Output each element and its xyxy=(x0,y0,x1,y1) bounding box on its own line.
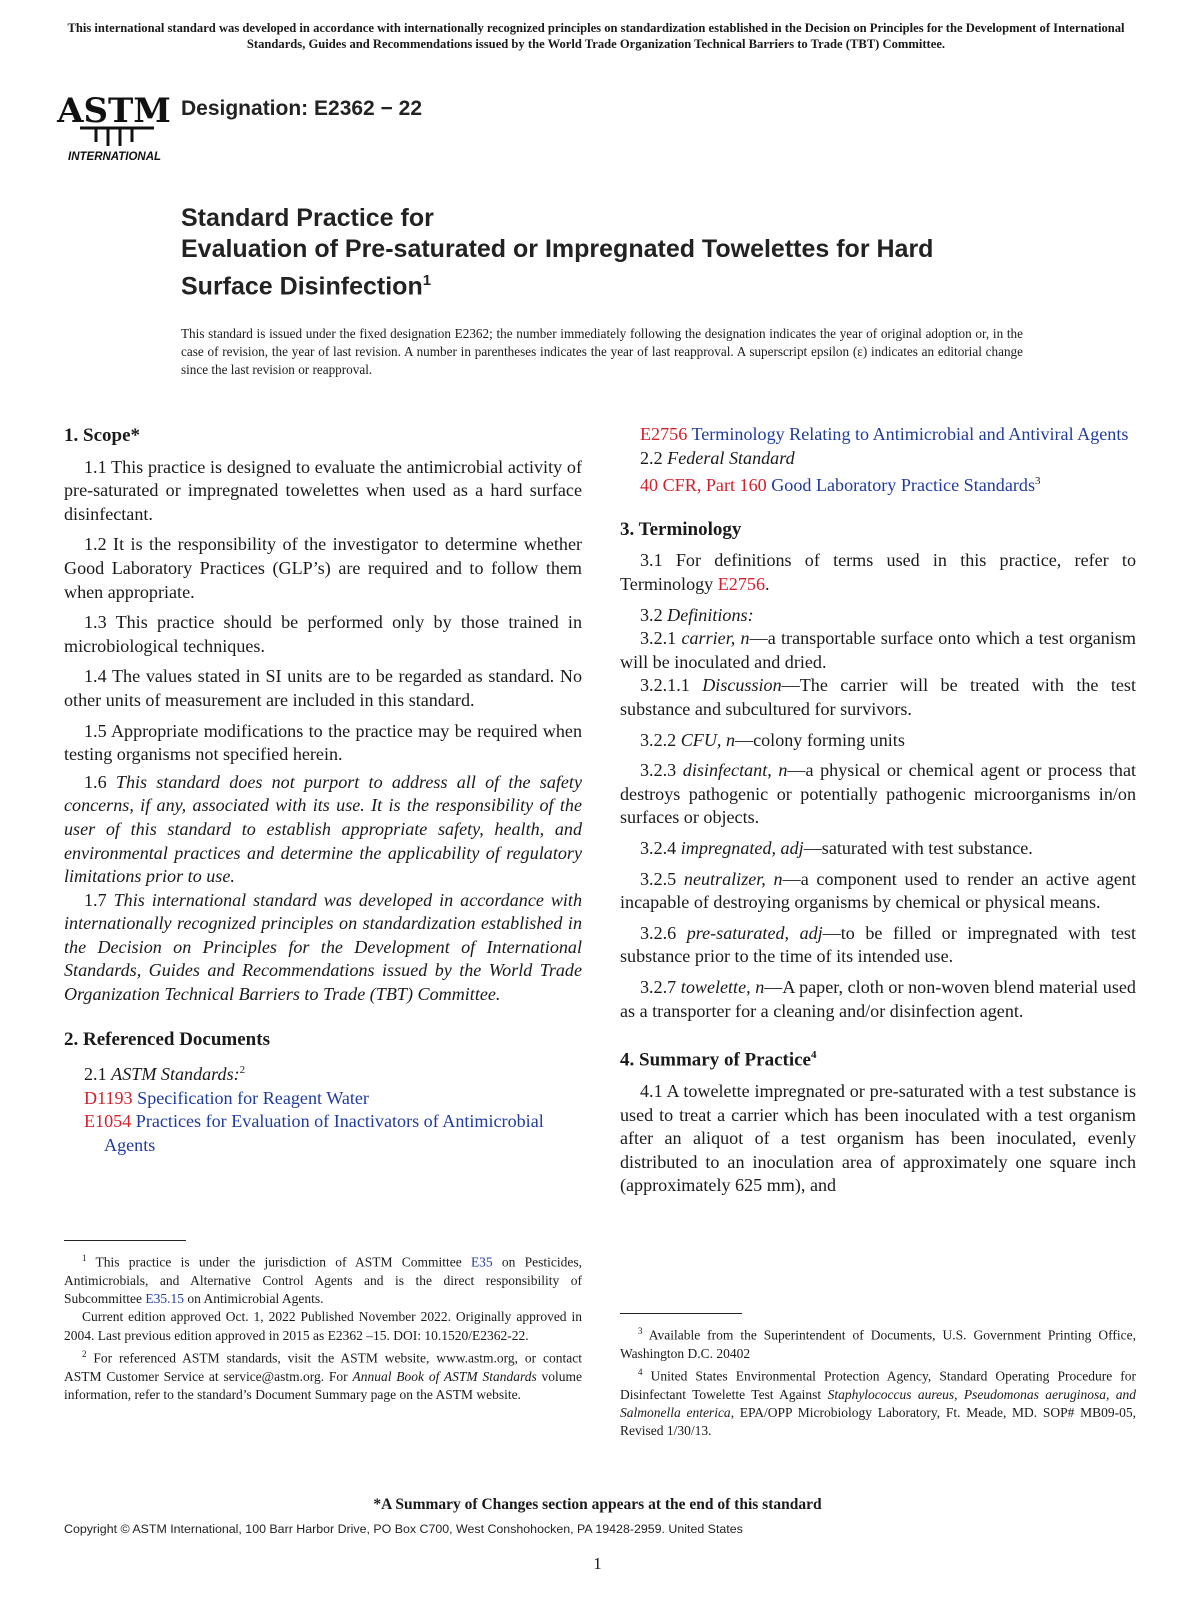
def-3-2-3-term: disinfectant, n xyxy=(682,760,788,781)
astm-logo xyxy=(57,70,171,163)
def-3-2-4 xyxy=(620,837,1136,861)
footnote-1 xyxy=(64,1249,582,1308)
title-footnote-mark: 1 xyxy=(422,272,432,289)
summary-practice-heading-text: 4. Summary of Practice xyxy=(620,1049,811,1071)
right-column xyxy=(620,423,1136,1198)
def-3-2-1-1-text: —The carrier will be treated with the test substance and subcultured for survivors. xyxy=(620,675,1136,719)
def-3-2-4-number: 3.2.4 xyxy=(640,837,677,858)
summary-practice-sup: 4 xyxy=(811,1049,817,1062)
footnote-4-text-a: United States Environmental Protection Agency, Standard Operating Procedure for Disinfectant Towelette Test Against xyxy=(620,1368,1136,1402)
def-3-2-1-1-number: 3.2.1.1 xyxy=(640,675,690,696)
title-line-1: Standard Practice for xyxy=(181,204,434,232)
para-3-1-end: . xyxy=(765,574,770,594)
para-3-1-ref[interactable]: E2756 xyxy=(717,574,765,594)
footnote-1-link-e3515[interactable]: E35.15 xyxy=(145,1291,184,1307)
def-3-2-2-text: —colony forming units xyxy=(735,729,905,750)
ref-e1054[interactable] xyxy=(64,1110,582,1157)
logo-caption: INTERNATIONAL xyxy=(68,151,162,163)
footnote-2-italic: Annual Book of ASTM Standards xyxy=(352,1368,537,1384)
footnote-1-text-a: This practice is under the jurisdiction of ASTM Committee xyxy=(95,1254,462,1270)
para-1-7-number: 1.7 xyxy=(84,889,107,910)
def-3-2-2 xyxy=(620,729,1136,753)
footnote-3-text: Available from the Superintendent of Documents, U.S. Government Printing Office, Washington D.C. 20402 xyxy=(620,1327,1136,1361)
para-1-6 xyxy=(64,771,582,889)
footnotes-right xyxy=(620,1322,1136,1441)
def-3-2-5-text: —a component used to render an active agent incapable of destroying organisms by chemical or physical means. xyxy=(620,868,1136,913)
para-2-2 xyxy=(620,447,1136,471)
def-3-2-1-1 xyxy=(620,674,1136,721)
def-3-2-6 xyxy=(620,922,1136,969)
para-1-5: 1.5 Appropriate modifications to the practice may be required when testing organisms not specified herein. xyxy=(64,720,582,765)
def-3-2-4-term: impregnated, adj xyxy=(680,837,804,858)
designation: Designation: E2362 − 22 xyxy=(181,97,423,120)
left-column xyxy=(64,424,582,1158)
def-3-2-1-text: —a transportable surface onto which a test organism will be inoculated and dried. xyxy=(620,628,1136,672)
footnote-4 xyxy=(620,1363,1136,1441)
copyright: Copyright © ASTM International, 100 Barr Harbor Drive, PO Box C700, West Conshohocken, PA 19428-2959. United States xyxy=(64,1522,743,1536)
para-2-1-sup: 2 xyxy=(239,1064,246,1077)
footnote-4-mark: 4 xyxy=(638,1367,643,1378)
ref-40cfr-code[interactable]: 40 CFR, Part 160 xyxy=(640,475,767,496)
def-3-2-6-text: —to be filled or impregnated with test substance prior to the time of its intended use. xyxy=(620,922,1136,967)
para-1-7 xyxy=(64,889,582,1007)
ref-e2756-code[interactable]: E2756 xyxy=(640,424,688,444)
referenced-heading: 2. Referenced Documents xyxy=(64,1028,270,1050)
para-2-2-label: Federal Standard xyxy=(667,447,795,468)
footnote-1-text-c: on Antimicrobial Agents. xyxy=(187,1291,324,1307)
para-4-1: 4.1 A towelette impregnated or pre-saturated with a test substance is used to treat a carrier which has been inoculated with a test organism after an aliquot of a test organism has been inoculated, evenly distributed to an inoculation area of approximately one square inch (approximately 625 mm), and xyxy=(620,1081,1136,1196)
def-3-2-7-number: 3.2.7 xyxy=(640,976,677,997)
def-3-2-3-text: —a physical or chemical agent or process that destroys pathogenic or potentially pathogenic microorganisms in/on surfaces or objects. xyxy=(620,760,1136,828)
footnote-2-text-a: For referenced ASTM standards, visit the ASTM website, www.astm.org, or contact ASTM Customer Service at service@astm.org. For xyxy=(64,1350,582,1384)
def-3-2-7 xyxy=(620,976,1136,1023)
ref-d1193-title[interactable]: Specification for Reagent Water xyxy=(137,1087,369,1108)
def-3-2-4-text: —saturated with test substance. xyxy=(803,837,1033,858)
summary-practice-heading xyxy=(620,1044,1136,1072)
footnote-2-text-b: volume information, refer to the standard’s Document Summary page on the ASTM website. xyxy=(64,1368,583,1403)
para-3-2 xyxy=(620,604,1136,628)
footnote-3-mark: 3 xyxy=(638,1326,643,1336)
logo-letters: ASTM xyxy=(57,91,171,131)
ref-40cfr-sup: 3 xyxy=(1035,475,1041,488)
def-3-2-6-term: pre-saturated, adj xyxy=(686,922,823,943)
def-3-2-5 xyxy=(620,868,1136,915)
para-3-1-text: 3.1 For definitions of terms used in this practice, refer to Terminology xyxy=(620,550,1136,594)
para-3-2-number: 3.2 xyxy=(640,604,663,625)
def-3-2-2-term: CFU, n xyxy=(680,729,735,750)
issued-statement: This standard is issued under the fixed designation E2362; the number immediately following the designation indicates the year of original adoption or, in the case of revision, the year of last revision. A number in parentheses indicates the year of last reapproval. A superscript epsilon (ε) indicates an editorial change since the last revision or reapproval. xyxy=(181,326,1023,377)
ref-e1054-title[interactable]: Practices for Evaluation of Inactivators of Antimicrobial Agents xyxy=(104,1111,544,1156)
footnote-4-italic: Staphylococcus aureus, Pseudomonas aeruginosa, and Salmonella enterica xyxy=(620,1386,1137,1421)
def-3-2-7-text: —A paper, cloth or non-woven blend material used as a transporter for a cleaning and/or disinfection agent. xyxy=(620,976,1136,1021)
page-number: 1 xyxy=(593,1554,602,1573)
para-1-7-text: This international standard was developed in accordance with internationally recognized principles on standardization established in the Decision on Principles for the Development of International Standards, Guides and Recommendations issued by the World Trade Organization Technical Barriers to Trade (TBT) Committee. xyxy=(64,889,582,1005)
ref-d1193-code[interactable]: D1193 xyxy=(84,1087,133,1108)
para-3-2-label: Definitions: xyxy=(667,604,754,625)
scope-heading: 1. Scope* xyxy=(64,425,140,446)
footnotes-left xyxy=(64,1249,582,1404)
ref-e2756[interactable] xyxy=(640,423,1136,447)
def-3-2-3-number: 3.2.3 xyxy=(640,760,677,781)
para-3-1 xyxy=(620,549,1136,596)
def-3-2-2-number: 3.2.2 xyxy=(640,729,677,750)
para-2-2-number: 2.2 xyxy=(640,447,663,468)
footnote-rule xyxy=(64,1240,186,1241)
def-3-2-6-number: 3.2.6 xyxy=(640,922,677,943)
ref-40cfr[interactable] xyxy=(620,470,1136,498)
ref-e2756-title[interactable]: Terminology Relating to Antimicrobial and Antiviral Agents xyxy=(691,424,1129,444)
document-title xyxy=(181,233,1001,302)
para-1-3: 1.3 This practice should be performed only by those trained in microbiological techniques. xyxy=(64,612,582,656)
footnote-rule-right xyxy=(620,1313,742,1314)
para-2-1-number: 2.1 xyxy=(84,1064,107,1085)
def-3-2-1-number: 3.2.1 xyxy=(640,628,677,649)
def-3-2-5-number: 3.2.5 xyxy=(640,868,677,889)
footnote-1-link-e35[interactable]: E35 xyxy=(470,1254,493,1270)
ref-40cfr-title[interactable]: Good Laboratory Practice Standards xyxy=(771,475,1036,496)
para-1-2: 1.2 It is the responsibility of the investigator to determine whether Good Laboratory Practices (GLP’s) are required and to follow them when appropriate. xyxy=(64,534,582,602)
def-3-2-1-term: carrier, n xyxy=(681,628,750,649)
footnote-1-text-b: on Pesticides, Antimicrobials, and Alternative Control Agents and is the direct responsibility of Subcommittee xyxy=(64,1254,583,1307)
def-3-2-1-1-term: Discussion xyxy=(702,675,782,696)
def-3-2-5-term: neutralizer, n xyxy=(683,868,783,889)
para-1-4: 1.4 The values stated in SI units are to be regarded as standard. No other units of measurement are included in this standard. xyxy=(64,666,582,710)
left-footnotes xyxy=(64,1240,582,1404)
footnote-4-text-b: , EPA/OPP Microbiology Laboratory, Ft. Meade, MD. SOP# MB09-05, Revised 1/30/13. xyxy=(620,1405,1136,1439)
footnote-2-mark: 2 xyxy=(82,1348,87,1359)
def-3-2-3 xyxy=(620,759,1136,830)
edition-note: Current edition approved Oct. 1, 2022 Published November 2022. Originally approved in 2004. Last previous edition approved in 2015 as E2362 –15. DOI: 10.1520/E2362-22. xyxy=(64,1309,582,1343)
terminology-heading: 3. Terminology xyxy=(620,518,742,540)
title-line-2: Evaluation of Pre-saturated or Impregnated Towelettes for Hard Surface Disinfection xyxy=(181,235,934,301)
def-3-2-7-term: towelette, n xyxy=(680,976,765,997)
footnote-1-mark: 1 xyxy=(82,1253,87,1263)
def-3-2-1 xyxy=(620,627,1136,674)
ref-d1193[interactable] xyxy=(64,1087,582,1111)
para-1-6-number: 1.6 xyxy=(84,771,107,792)
footnote-2 xyxy=(64,1345,582,1404)
para-1-1: 1.1 This practice is designed to evaluate the antimicrobial activity of pre-saturated or impregnated towelettes when used as a hard surface disinfectant. xyxy=(64,456,582,524)
para-2-1 xyxy=(64,1059,582,1087)
footnote-3 xyxy=(620,1322,1136,1363)
para-1-6-text: This standard does not purport to address all of the safety concerns, if any, associated with its use. It is the responsibility of the user of this standard to establish appropriate safety, health, and environmental practices and determine the applicability of regulatory limitations prior to use. xyxy=(64,771,582,887)
para-2-1-label: ASTM Standards: xyxy=(111,1064,240,1085)
right-footnotes xyxy=(620,1313,1136,1441)
summary-changes-note: *A Summary of Changes section appears at the end of this standard xyxy=(373,1496,822,1513)
wto-notice: This international standard was developed in accordance with internationally recognized principles on standardization established in the Decision on Principles for the Development of International Standards, Guides and Recommendations issued by the World Trade Organization Technical Barriers to Trade (TBT) Committee. xyxy=(67,21,1125,51)
ref-e1054-code[interactable]: E1054 xyxy=(84,1111,132,1132)
